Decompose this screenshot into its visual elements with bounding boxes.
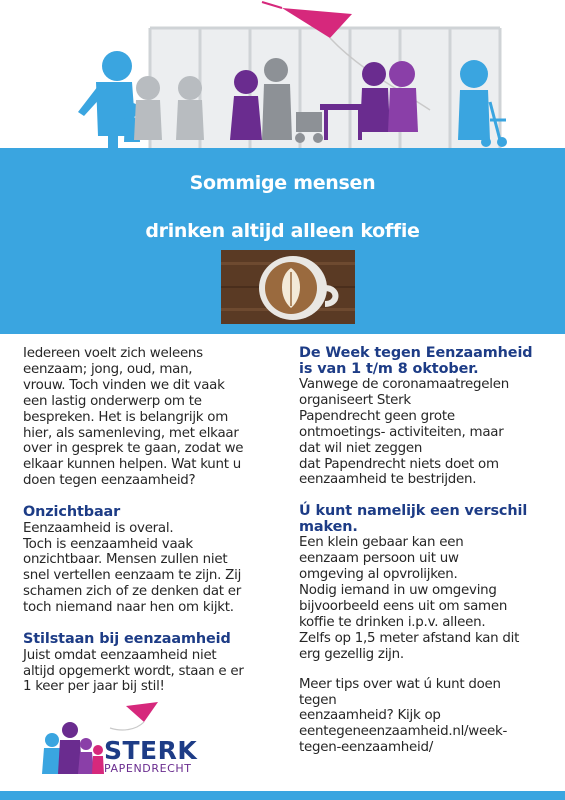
left-column: [23, 346, 285, 695]
tips-paragraph: Meer tips over wat ú kunt doen tegen eenzaamheid? Kijk op eentegeneenzaamheid.nl/week- tegen-eenzaamheid/: [299, 676, 508, 756]
hero-illustration: [0, 0, 565, 148]
week-paragraph: Vanwege de coronamaatregelen organiseert Sterk Papendrecht geen grote ontmoetings- activiteiten, maar dat wil niet zeggen dat Papendrecht niets doet om eenzaamheid te bestrijden.: [299, 377, 509, 488]
people-illustration-icon: [0, 0, 565, 148]
right-column: [299, 346, 557, 756]
coffee-cup-icon: [221, 250, 355, 324]
heading-onzichtbaar: Onzichtbaar: [23, 504, 121, 521]
onzichtbaar-paragraph: Eenzaamheid is overal. Toch is eenzaamheid vaak onzichtbaar. Mensen zullen niet snel vertellen eenzaam te zijn. Zij schamen zich of ze denken dat er toch niemand naar hen om kijkt.: [23, 520, 242, 616]
banner-title-line-2: drinken altijd alleen koffie: [145, 220, 420, 242]
heading-week-tegen-eenzaamheid: De Week tegen Eenzaamheid is van 1 t/m 8 oktober.: [299, 345, 533, 377]
logo-name: STERK: [104, 736, 198, 765]
logo-subtitle: PAPENDRECHT: [104, 762, 192, 775]
bottom-bar: [0, 791, 565, 800]
banner: [0, 148, 565, 334]
banner-title-line-1: Sommige mensen: [189, 172, 376, 194]
intro-paragraph: Iedereen voelt zich weleens eenzaam; jong, oud, man, vrouw. Toch vinden we dit vaak een lastig onderwerp om te bespreken. Het is belangrijk om hier, als samenleving, met elkaar over in gesprek te gaan, zodat we elkaar kunnen helpen. Wat kunt u doen tegen eenzaamheid?: [23, 346, 244, 489]
verschil-paragraph: Een klein gebaar kan een eenzaam persoon uit uw omgeving al opvrolijken. Nodig iemand in uw omgeving bijvoorbeeld eens uit om samen koffie te drinken i.p.v. alleen. Zelfs op 1,5 meter afstand kan dit erg gezellig zijn.: [299, 535, 520, 662]
heading-verschil-maken: Ú kunt namelijk een verschil maken.: [299, 503, 528, 535]
heading-stilstaan: Stilstaan bij eenzaamheid: [23, 631, 231, 648]
stilstaan-paragraph: Juist omdat eenzaamheid niet altijd opgemerkt wordt, staan e er 1 keer per jaar bij stil!: [23, 647, 244, 695]
